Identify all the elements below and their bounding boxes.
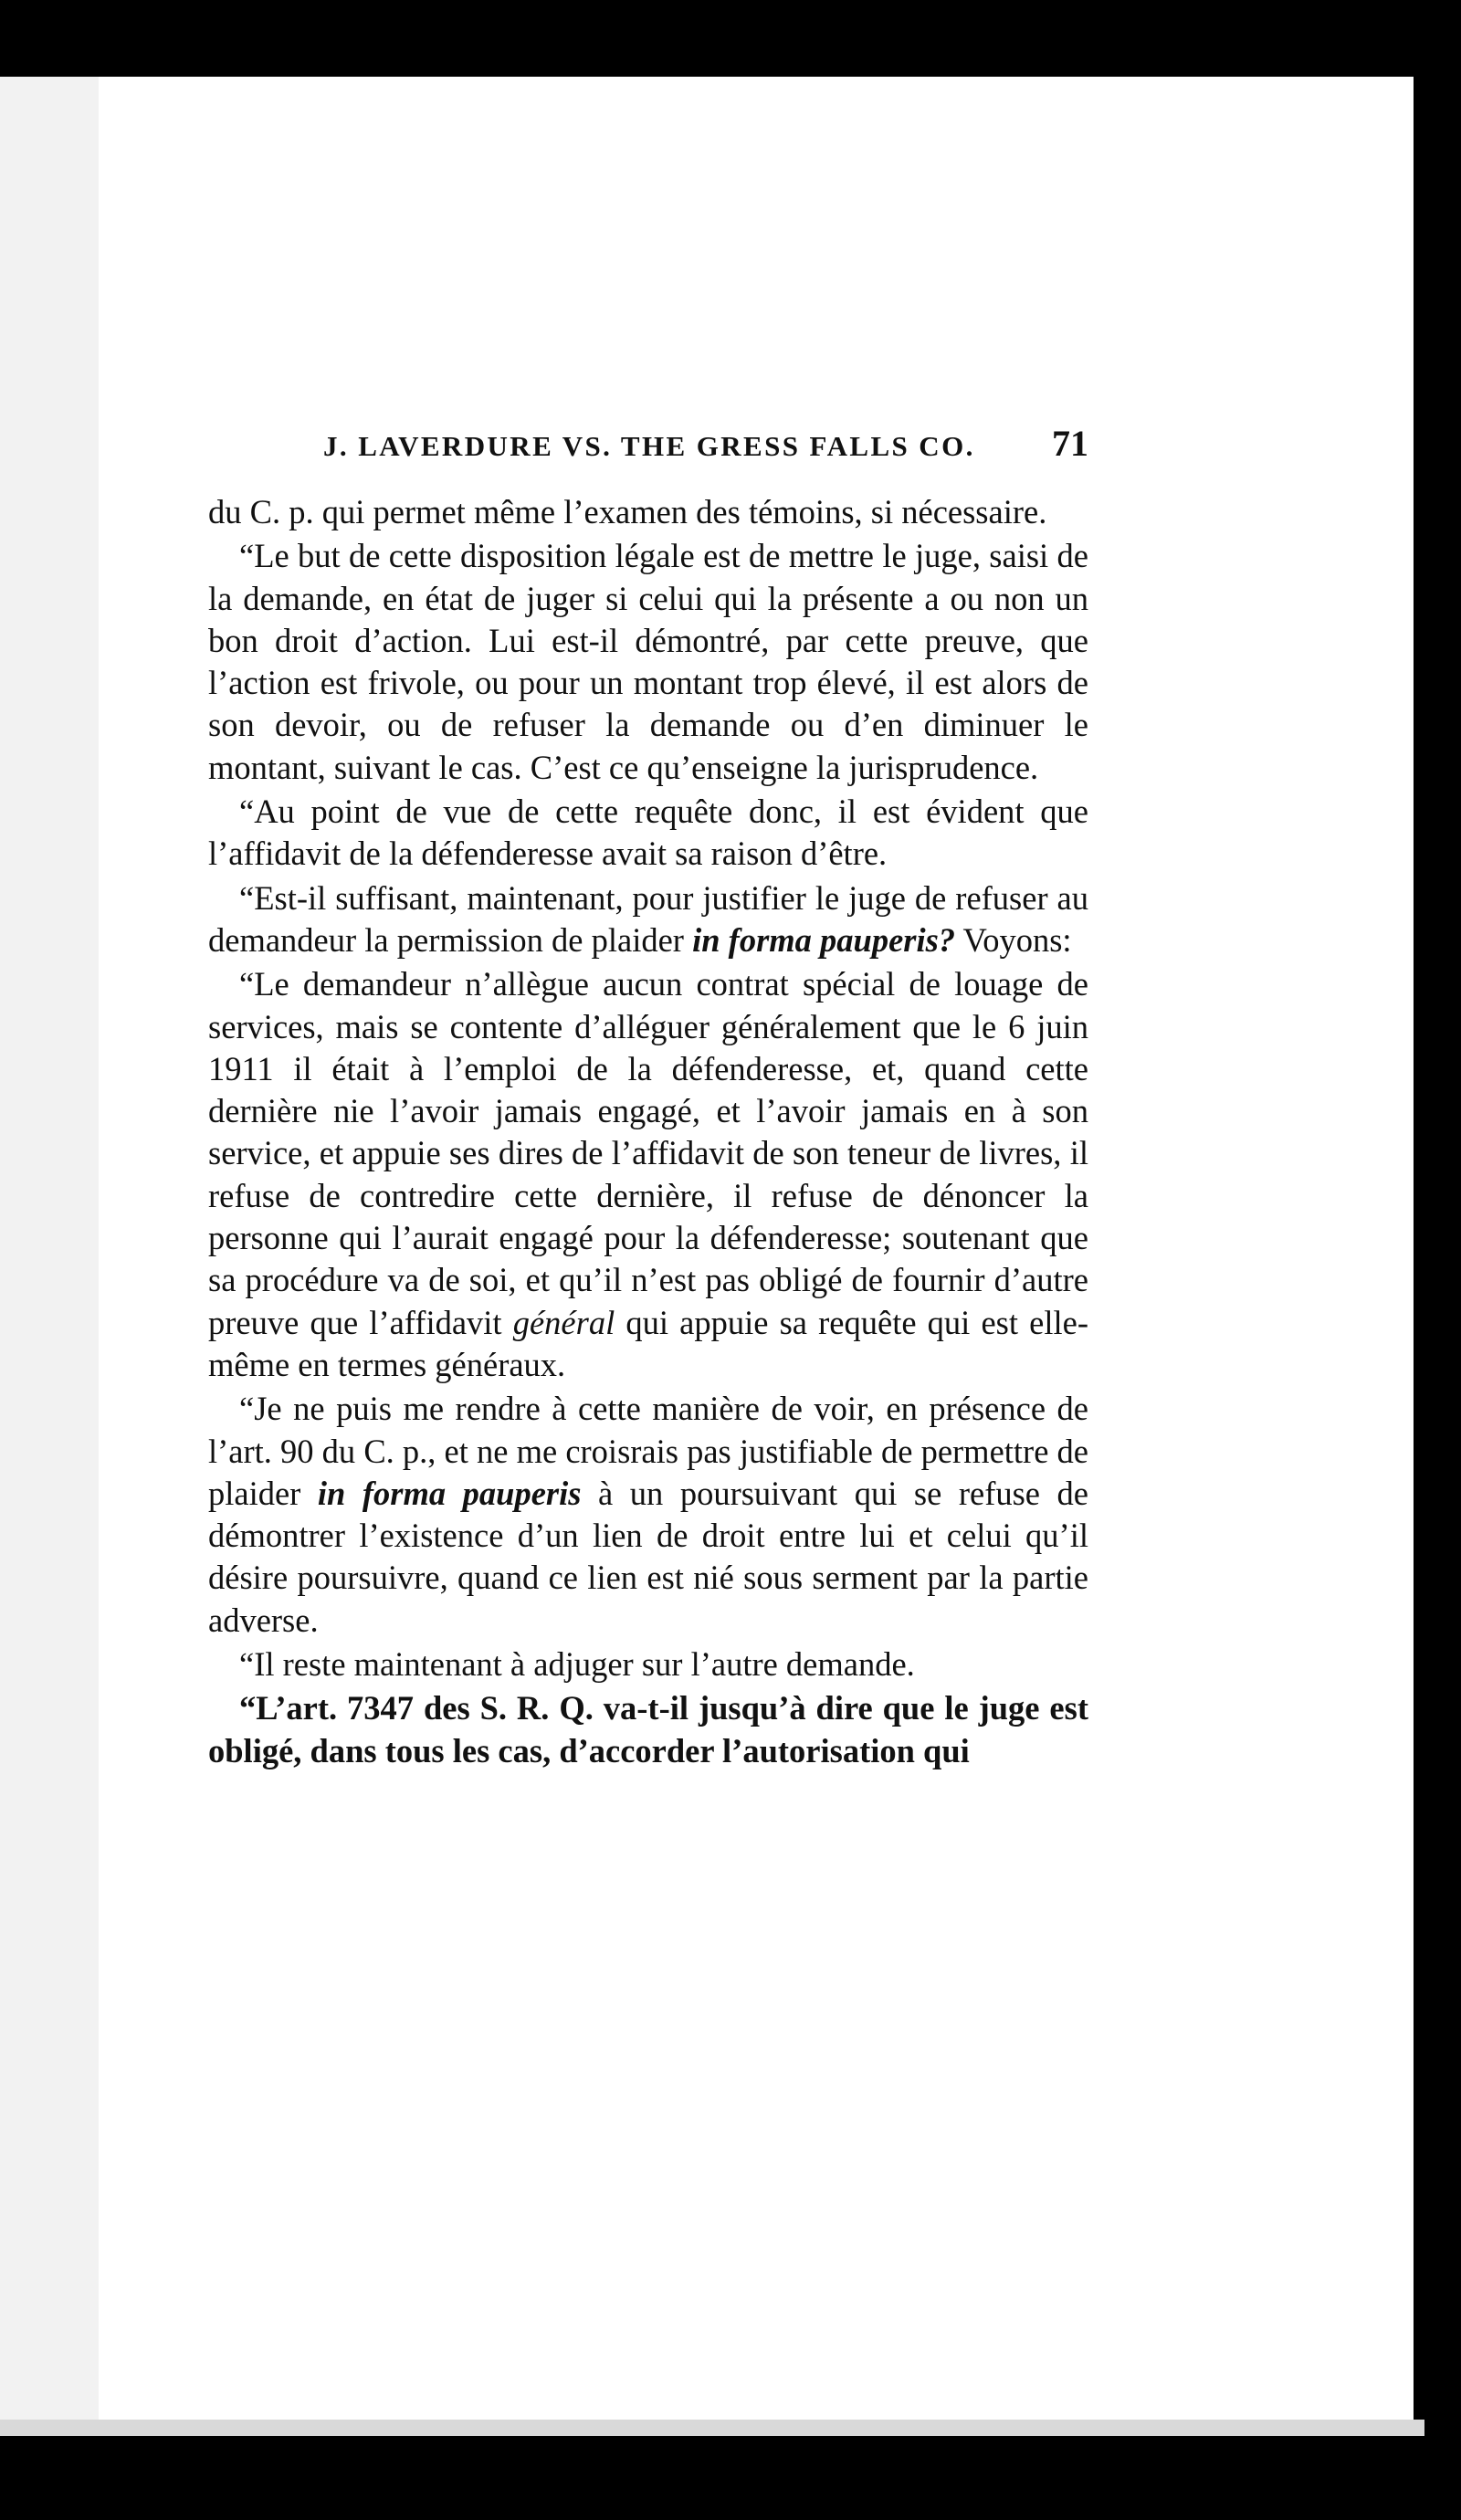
- paragraph-6: “Il reste maintenant à adjuger sur l’autre demande.: [239, 1645, 915, 1684]
- paragraph-5: [208, 1388, 1088, 1642]
- running-head: J. LAVERDURE VS. THE GRESS FALLS CO.: [323, 430, 975, 462]
- page-header: [323, 422, 1088, 467]
- emphasis-general: général: [512, 1303, 615, 1341]
- paragraph-3: [208, 877, 1088, 962]
- page-number: 71: [1052, 423, 1088, 464]
- paragraph-2: “Au point de vue de cette requête donc, il est évident que l’affidavit de la défenderesse avait sa raison d’être.: [208, 793, 1088, 873]
- paragraph-1: “Le but de cette disposition légale est de mettre le juge, saisi de la demande, en état de juger si celui qui la présente a ou non un bon droit d’action. Lui est-il démontré, par cette preuve, que l’action est frivole, ou pour un montant trop élevé, il est alors de son devoir, ou de refuser la demande ou d’en diminuer le montant, suivant le cas. C’est ce qu’enseigne la jurisprudence.: [208, 537, 1088, 786]
- latin-phrase: in forma pauperis: [317, 1474, 582, 1512]
- page-bottom-edge: [0, 2420, 1424, 2436]
- paragraph-3-text: “Est-il suffisant, maintenant, pour justifier le juge de refuser au demandeur la permission de plaider: [208, 878, 1088, 959]
- paragraph-5-text: “Je ne puis me rendre à cette manière de voir, en présence de l’art. 90 du C. p., et ne me croisrais pas justifiable de permettre de plaider: [208, 1390, 1088, 1512]
- body-text: [208, 491, 1088, 1772]
- paragraph-0: du C. p. qui permet même l’examen des témoins, si nécessaire.: [208, 493, 1047, 530]
- paragraph-4: [208, 963, 1088, 1386]
- paragraph-4-tail: qui appuie sa requête qui est elle-même en termes généraux.: [208, 1303, 1088, 1383]
- paragraph-7: “L’art. 7347 des S. R. Q. va-t-il jusqu’à dire que le juge est obligé, dans tous les cas, d’accorder l’autorisation qui: [208, 1689, 1088, 1769]
- paragraph-5-tail: à un poursuivant qui se refuse de démontrer l’existence d’un lien de droit entre lui et celui qu’il désire poursuivre, quand ce lien est nié sous serment par la partie adverse.: [208, 1474, 1089, 1639]
- paragraph-3-tail: Voyons:: [955, 920, 1072, 959]
- previous-page-edge: [0, 77, 110, 2432]
- latin-phrase: in forma pauperis?: [692, 920, 956, 959]
- paragraph-4-text: “Le demandeur n’allègue aucun contrat spécial de louage de services, mais se contente d’alléguer généralement que le 6 juin 1911 il était à l’emploi de la défenderesse, et, quand cette dernière nie l’avoir jamais engagé, et l’avoir jamais en à son service, et appuie ses dires de l’affidavit de son teneur de livres, il refuse de contredire cette dernière, il refuse de dénoncer la personne qui l’aurait engagé pour la défenderesse; soutenant que sa procédure va de soi, et qu’il n’est pas obligé de fournir d’autre preuve que l’affidavit: [208, 965, 1088, 1341]
